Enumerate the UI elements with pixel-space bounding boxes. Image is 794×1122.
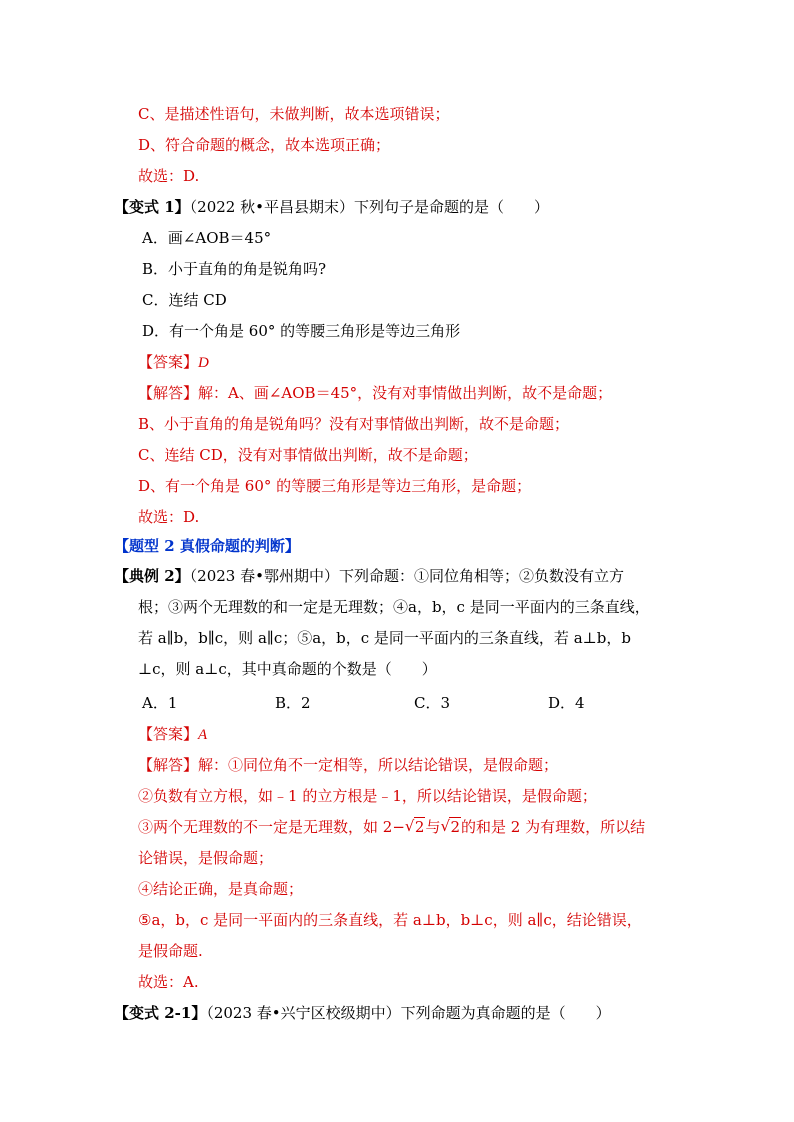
variant-1-question (114, 197, 549, 217)
section-heading: 【题型 2 真假命题的判断】 (114, 537, 300, 555)
example-2-text-line: 若 a∥b，b∥c，则 a∥c；⑤a，b，c 是同一平面内的三条直线，若 a⊥b，b (138, 629, 631, 647)
answer-line (138, 724, 207, 745)
answer-line (138, 352, 209, 373)
sqrt-radicand: 2 (450, 818, 460, 836)
example-2-question (114, 566, 624, 586)
solution-line: C、是描述性语句，未做判断，故本选项错误； (138, 105, 450, 123)
explanation-text: ③两个无理数的不一定是无理数，如 2− (138, 818, 405, 836)
explanation-line: C、连结 CD，没有对事情做出判断，故不是命题； (138, 446, 478, 464)
sqrt-radicand: 2 (414, 818, 425, 836)
sqrt-expression (440, 817, 461, 837)
explanation-text: 解：①同位角不一定相等，所以结论错误，是假命题； (198, 756, 559, 774)
explanation-line: ④结论正确，是真命题； (138, 880, 304, 898)
option-a: A．1 (142, 694, 178, 712)
explanation-line: ②负数有立方根，如﹣1 的立方根是﹣1，所以结论错误，是假命题； (138, 787, 597, 805)
explanation-line: B、小于直角的角是锐角吗？没有对事情做出判断，故不是命题； (138, 415, 570, 433)
explanation-line (138, 817, 645, 837)
explanation-conclusion: 故选：D. (138, 508, 200, 526)
explanation-tag: 【解答】 (138, 756, 199, 774)
explanation-text: 解：A、画∠AOB＝45°，没有对事情做出判断，故不是命题； (198, 384, 613, 402)
variant-2-1-text: （2023 春•兴宁区校级期中）下列命题为真命题的是（ ） (206, 1004, 611, 1022)
variant-1-text: （2022 秋•平昌县期末）下列句子是命题的是（ ） (189, 198, 549, 216)
solution-conclusion: 故选：D. (138, 167, 200, 185)
explanation-line: 论错误，是假命题； (138, 849, 274, 867)
variant-2-1-question (114, 1003, 611, 1023)
explanation-line: ⑤a，b，c 是同一平面内的三条直线，若 a⊥b，b⊥c，则 a∥c，结论错误， (138, 911, 642, 929)
explanation-text: 与 (425, 818, 441, 836)
explanation-line: 是假命题. (138, 942, 203, 960)
option-b: B．小于直角的角是锐角吗? (142, 260, 327, 278)
explanation-tag: 【解答】 (138, 384, 199, 402)
sqrt-expression (405, 817, 426, 837)
variant-1-tag: 【变式 1】 (114, 198, 190, 216)
explanation-text: 的和是 2 为有理数，所以结 (461, 818, 646, 836)
example-2-text: （2023 春•鄂州期中）下列命题：①同位角相等；②负数没有立方 (189, 567, 624, 585)
answer-value: A (198, 727, 208, 743)
option-c: C．连结 CD (142, 291, 227, 309)
option-c: C．3 (414, 694, 451, 712)
example-2-text-line: 根；③两个无理数的和一定是无理数；④a，b，c 是同一平面内的三条直线， (138, 598, 650, 616)
example-2-tag: 【典例 2】 (114, 567, 190, 585)
explanation-line: D、有一个角是 60° 的等腰三角形是等边三角形，是命题； (138, 477, 532, 495)
answer-tag: 【答案】 (138, 353, 199, 371)
explanation-line (138, 383, 612, 403)
option-d: D．4 (548, 694, 585, 712)
variant-2-1-tag: 【变式 2-1】 (114, 1004, 207, 1022)
explanation-conclusion: 故选：A. (138, 973, 199, 991)
answer-value: D (198, 355, 209, 371)
example-2-text-line: ⊥c，则 a⊥c，其中真命题的个数是（ ） (138, 660, 437, 678)
option-b: B．2 (275, 694, 311, 712)
solution-line: D、符合命题的概念，故本选项正确； (138, 136, 391, 154)
answer-tag: 【答案】 (138, 725, 199, 743)
explanation-line (138, 755, 558, 775)
option-d: D．有一个角是 60° 的等腰三角形是等边三角形 (142, 322, 461, 340)
option-a: A．画∠AOB＝45° (142, 229, 272, 247)
